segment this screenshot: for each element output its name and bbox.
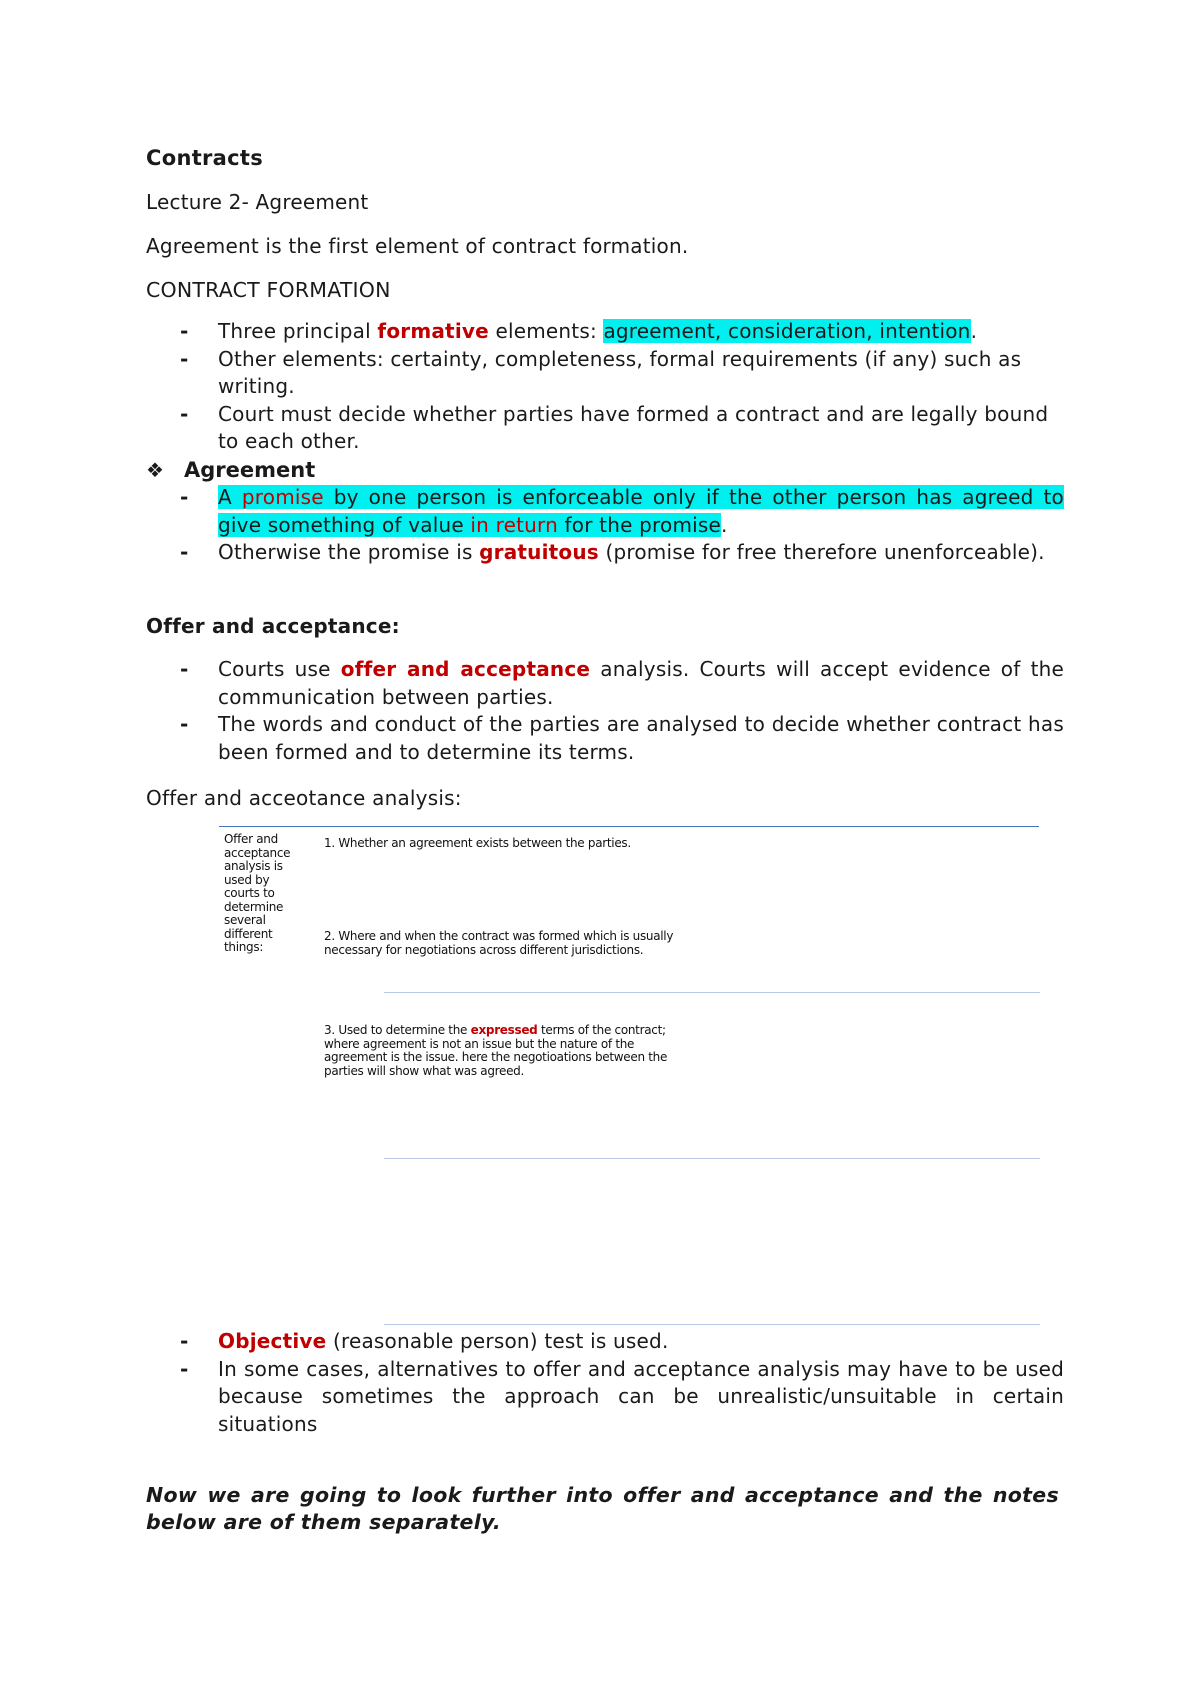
keyword-offer-acceptance: offer and acceptance (340, 657, 591, 681)
diamond-bullet-icon: ❖ (146, 458, 164, 482)
bullet-dash: - (180, 657, 189, 681)
diagram-rule (384, 1158, 1040, 1159)
analysis-label: Offer and acceotance analysis: (146, 786, 462, 810)
keyword-objective: Objective (218, 1329, 327, 1353)
bullet-dash: - (180, 540, 189, 564)
list-item: - The words and conduct of the parties are analysed to decide whether contract has been formed and to determine its terms. (180, 712, 1064, 764)
bullet-dash: - (180, 346, 189, 371)
document-title: Contracts (146, 146, 264, 170)
contract-formation-list (146, 318, 1066, 456)
list-item: - Other elements: certainty, completeness, formal requirements (if any) such as writing. (180, 346, 1022, 398)
bullet-dash: - (180, 401, 189, 426)
list-item: - Three principal formative elements: agreement, consideration, intention. (146, 318, 1066, 346)
section-heading-offer-acceptance: Offer and acceptance: (146, 614, 400, 638)
diagram-rule (384, 992, 1040, 993)
closing-note: Now we are going to look further into offer and acceptance and the notes below are of them separately. (146, 1483, 1059, 1534)
keyword-gratuitous: gratuitous (479, 540, 599, 564)
bullet-dash: - (180, 319, 189, 343)
list-item: - Otherwise the promise is gratuitous (promise for free therefore unenforceable). (146, 539, 1064, 567)
bullet-dash: - (180, 485, 189, 509)
intro-text: Agreement is the first element of contract formation. (146, 234, 689, 258)
objective-list (146, 1328, 1064, 1438)
lecture-heading: Lecture 2- Agreement (146, 190, 369, 214)
keyword-in-return: in return (470, 512, 558, 537)
diagram-item-1: 1. Whether an agreement exists between the parties. (324, 836, 631, 850)
list-item: - In some cases, alternatives to offer and acceptance analysis may have to be used because sometimes the approach can be unrealistic/unsuitable in certain situations (180, 1356, 1064, 1436)
agreement-list (146, 484, 1064, 567)
bullet-dash: - (180, 712, 189, 736)
diagram-rule (384, 1324, 1040, 1325)
keyword-formative: formative (377, 319, 489, 343)
section-heading-contract-formation: CONTRACT FORMATION (146, 278, 391, 302)
offer-acceptance-list (146, 656, 1064, 766)
keyword-promise: promise (241, 485, 324, 509)
diagram-item-2: 2. Where and when the contract was formed which is usually necessary for negotiations across different jurisdictions. (324, 929, 674, 957)
diagram-left-label: Offer and acceptance analysis is used by courts to determine several different things: (224, 832, 291, 954)
list-item: - Objective (reasonable person) test is used. (146, 1328, 1064, 1356)
list-item: - Courts use offer and acceptance analysis. Courts will accept evidence of the communication between parties. (180, 657, 1064, 709)
bullet-dash: - (180, 1356, 189, 1381)
list-item: - A promise by one person is enforceable only if the other person has agreed to give something of value in return for the promise. (180, 485, 1064, 537)
highlight-elements: agreement, consideration, intention (603, 319, 971, 343)
list-item: - Court must decide whether parties have formed a contract and are legally bound to each other. (180, 401, 1049, 453)
diagram-top-rule (219, 826, 1039, 827)
keyword-expressed: expressed (470, 1023, 538, 1037)
agreement-heading: ❖ Agreement (146, 458, 316, 482)
bullet-dash: - (180, 1329, 189, 1353)
diagram-item-3: 3. Used to determine the expressed terms of the contract; where agreement is not an issue but the nature of the agreement is the issue. here the negotioations between the parties will show what was agreed. (324, 1023, 668, 1078)
